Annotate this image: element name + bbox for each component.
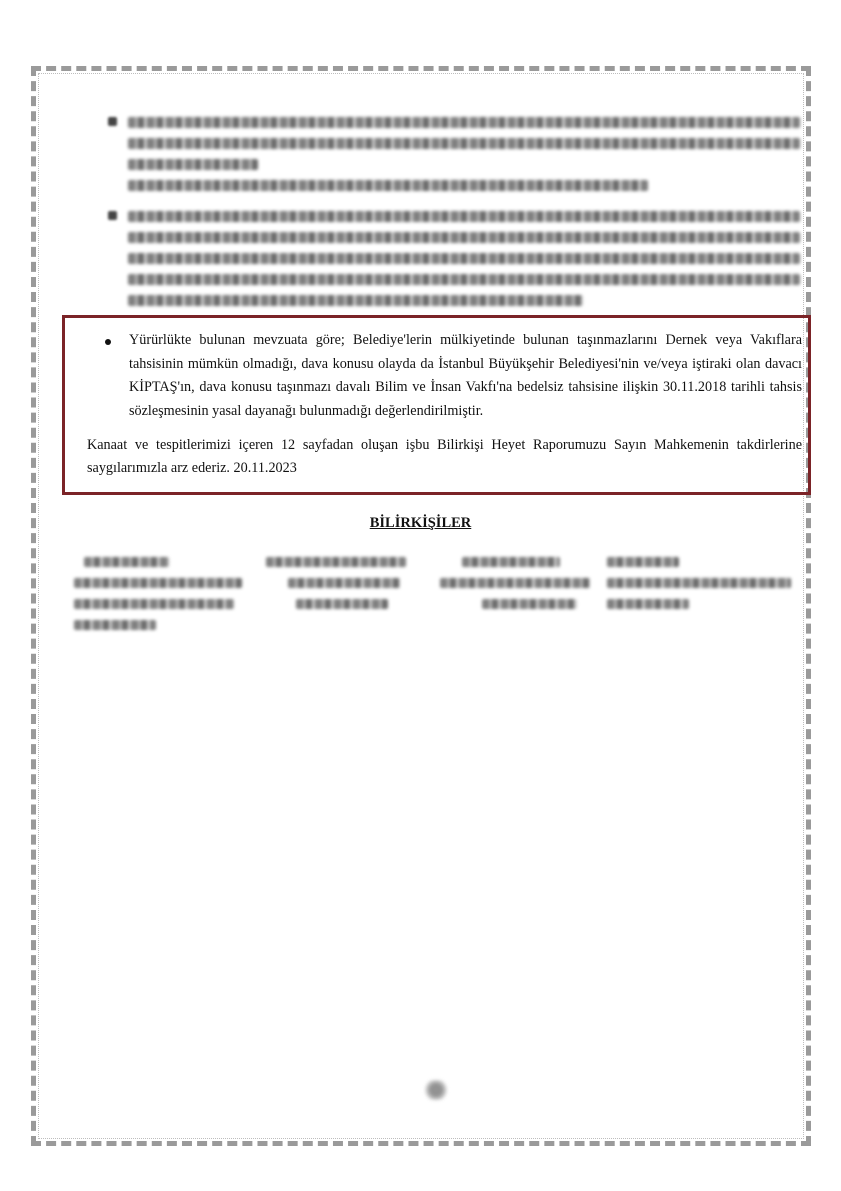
redacted-line: [607, 557, 679, 567]
finding-text: Yürürlükte bulunan mevzuata göre; Belediye'lerin mülkiyetinde bulunan taşınmazlarını Dernek veya Vakıflara tahsisinin mümkün olmadığı, dava konusu olayda da İstanbul Büyükşehir Belediyesi'nin ve/veya iştiraki olan davacı KİPTAŞ'ın, dava konusu taşınmazı davalı Bilim ve İnsan Vakfı'na bedelsiz tahsisine ilişkin 30.11.2018 tarihli tahsis sözleşmesinin yasal dayanağı bulunmadığı değerlendirilmiştir.: [129, 332, 802, 419]
redacted-line: [74, 599, 234, 609]
bullet-icon: [105, 339, 111, 345]
redacted-line: [440, 578, 590, 588]
redacted-line: [128, 211, 800, 222]
redacted-line: [128, 138, 800, 149]
signatories-heading: BİLİRKİŞİLER: [369, 515, 472, 531]
redacted-line: [74, 578, 242, 588]
redacted-line: [296, 599, 388, 609]
finding-bullet-item: [87, 329, 802, 423]
redacted-line: [462, 557, 560, 567]
highlighted-findings-box: [62, 315, 811, 495]
redacted-paragraph-1: [108, 117, 808, 201]
redacted-line: [607, 578, 791, 588]
redacted-line: [128, 253, 800, 264]
redacted-line: [266, 557, 406, 567]
redacted-line: [128, 295, 583, 306]
redacted-line: [84, 557, 169, 567]
redacted-signatory-1: [74, 557, 242, 641]
redacted-paragraph-2: [108, 211, 808, 316]
redacted-page-number: [424, 1080, 448, 1100]
redacted-line: [482, 599, 577, 609]
redacted-line: [128, 232, 800, 243]
conclusion-paragraph: Kanaat ve tespitlerimizi içeren 12 sayfadan oluşan işbu Bilirkişi Heyet Raporumuzu Sayın Mahkemenin takdirlerine saygılarımızla arz ederiz. 20.11.2023: [87, 437, 802, 476]
redacted-signatory-3: [440, 557, 590, 620]
redacted-signatory-4: [607, 557, 791, 620]
redacted-line: [128, 117, 800, 128]
redacted-signatory-2: [266, 557, 406, 620]
redacted-bullet-marker: [108, 117, 117, 126]
redacted-line: [288, 578, 400, 588]
redacted-bullet-marker: [108, 211, 117, 220]
redacted-line: [128, 274, 800, 285]
redacted-line: [74, 620, 156, 630]
redacted-line: [128, 180, 648, 191]
redacted-line: [607, 599, 689, 609]
redacted-line: [128, 159, 258, 170]
